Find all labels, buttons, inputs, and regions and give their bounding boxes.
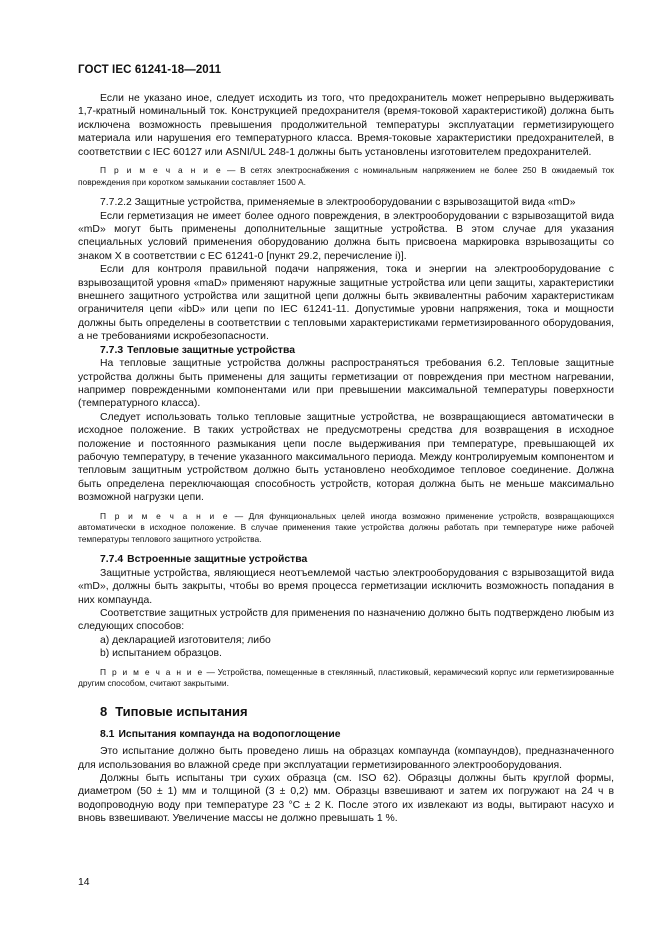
chapter-number: 8	[100, 703, 108, 719]
chapter-heading-8	[78, 704, 614, 720]
paragraph: Это испытание должно быть проведено лишь на образцах компаунда (компаундов), предназначенного для использования во влажной среде при эксплуатации герметизированного электрооборудования.	[78, 746, 614, 771]
paragraph: Защитные устройства, являющиеся неотъемлемой частью электрооборудования с взрывозащитой вида «mD», должны быть закрыты, чтобы во время процесса герметизации исключить возможность попадания в них компаунда.	[78, 567, 614, 606]
section-heading-7-7-3	[78, 344, 614, 357]
section-heading-8-1	[78, 728, 614, 741]
section-title: Испытания компаунда на водопоглощение	[118, 728, 341, 740]
paragraph: Следует использовать только тепловые защитные устройства, не возвращающиеся автоматически в исходное положение. В таких устройствах не предусмотрены средства для возвращения в исходное положение и постоянного размыкания цепи после выдерживания при температуре, превышающей их рабочую температуру, в течение указанного максимального периода. Между контролируемым компонентом и тепловым защитным устройством должно быть установлено необходимое тепловое соединение. Должна быть определена переключающая способность устройств, которая должна быть не меньше максимально возможной нагрузки цепи.	[78, 411, 614, 504]
section-number: 8.1	[100, 728, 115, 740]
paragraph: Соответствие защитных устройств для применения по назначению должно быть подтверждено любым из следующих способов:	[78, 607, 614, 633]
paragraph: Если не указано иное, следует исходить из того, что предохранитель может непрерывно выдерживать 1,7-кратный номинальный ток. Конструкцией предохранителя (время-токовой характеристикой) должна быть исключена возможность превышения продолжительной температуры эксплуатации герметизирующего материала или нарушения его температурного класса. Время-токовые характеристики предохранителей, в соответствии с IEC 60127 или ASNI/UL 248-1 должны быть установлены изготовителем предохранителей.	[78, 93, 614, 158]
note-label: П р и м е ч а н и е	[100, 165, 223, 176]
note	[78, 667, 614, 690]
note-label: П р и м е ч а н и е	[100, 510, 230, 521]
note-text: — Устройства, помещенные в стеклянный, пластиковый, керамический корпус или герметизированные другим способом, считают закрытыми.	[78, 666, 614, 689]
paragraph: На тепловые защитные устройства должны распространяться требования 6.2. Тепловые защитные устройства должны быть применены для защиты герметизации от повреждения при местном нагревании, например поврежденными компонентами или при превышении максимальной температуры поверхности (температурного класса).	[78, 358, 614, 410]
list-item: b) испытанием образцов.	[100, 648, 222, 660]
section-number: 7.7.3	[100, 344, 124, 356]
paragraph: Если герметизация не имеет более одного повреждения, в электрооборудовании с взрывозащитой вида «mD» могут быть применены дополнительные защитные устройства. В этом случае для указания специальных условий применения оборудованию должна быть присвоена маркировка взрывозащиты со знаком X в соответствии с ЕС 61241-0 [пункт 29.2, перечисление i)].	[78, 210, 614, 262]
document-header: ГОСТ IEC 61241-18—2011	[78, 64, 222, 76]
page-number: 14	[78, 877, 90, 888]
chapter-title: Типовые испытания	[115, 703, 248, 719]
section-title: Тепловые защитные устройства	[127, 344, 295, 356]
note-text: — В сетях электроснабжения с номинальным напряжением не более 250 В ожидаемый ток повреждения при коротком замыкании составляет 1500 А.	[78, 165, 614, 187]
section-heading-7-7-4	[78, 553, 614, 566]
document-body	[78, 92, 614, 826]
note-label: П р и м е ч а н и е	[100, 666, 204, 677]
note	[78, 165, 614, 188]
section-number: 7.7.4	[100, 554, 124, 566]
paragraph: Если для контроля правильной подачи напряжения, тока и энергии на электрооборудование с взрывозащитой уровня «maD» применяют наружные защитные устройства или цепи защиты, характеристики внешнего защитного устройства или защитной цепи должны быть эквивалентны рабочим характеристикам ограничителя цепи «ibD» или цепи по IEC 61241-11. Допустимые уровни напряжения, тока и мощности должны быть определены в соответствии с тепловыми характеристиками герметизированного оборудования, а не требованиями искробезопасности.	[78, 264, 614, 343]
list-item: a) декларацией изготовителя; либо	[100, 634, 271, 646]
note-text: — Для функциональных целей иногда возможно применение устройств, возвращающихся автоматически в исходное положение. В случае применения такие устройства должны работать при температуре ниже рабочей температуры теплового защитного устройства.	[78, 510, 614, 544]
paragraph: Должны быть испытаны три сухих образца (см. ISO 62). Образцы должны быть круглой формы, диаметром (50 ± 1) мм и толщиной (3 ± 0,2) мм. Образцы взвешивают и затем их погружают на 24 ч в водопроводную воду при температуре 23 °С ± 2 К. После этого их извлекают из воды, вытирают насухо и вновь взвешивают. Увеличение массы не должно превышать 1 %.	[78, 773, 614, 825]
section-title: Встроенные защитные устройства	[127, 554, 308, 566]
note	[78, 511, 614, 546]
subsection-heading-7-7-2-2: 7.7.2.2 Защитные устройства, применяемые в электрооборудовании с взрывозащитой вида «mD»	[100, 197, 576, 209]
